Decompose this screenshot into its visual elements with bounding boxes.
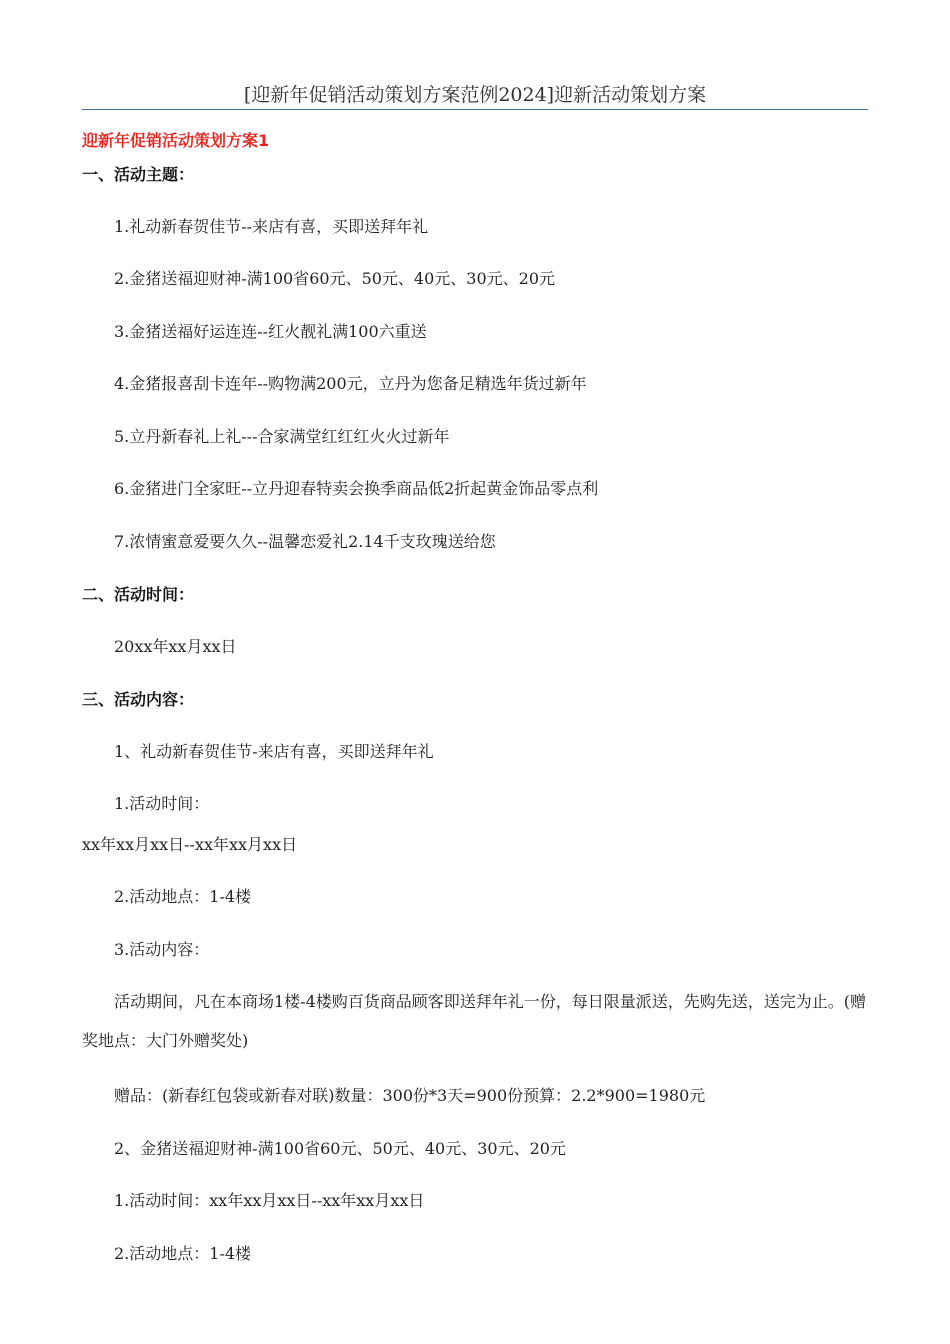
page-header-title: [迎新年促销活动策划方案范例2024]迎新活动策划方案 xyxy=(82,80,868,110)
section-heading-theme: 一、活动主题： xyxy=(82,165,195,184)
theme-item-1: 1.礼动新春贺佳节--来店有喜，买即送拜年礼 xyxy=(114,217,429,236)
theme-item-6: 6.金猪进门全家旺--立丹迎春特卖会换季商品低2折起黄金饰品零点利 xyxy=(114,479,599,498)
content-sub1-time-label: 1.活动时间： xyxy=(114,794,210,813)
content-sub1-paragraph: 活动期间，凡在本商场1楼-4楼购百货商品顾客即送拜年礼一份，每日限量派送，先购先送，送完为止。(赠奖地点：大门外赠奖处) xyxy=(82,992,867,1050)
content-sub1-time-value: xx年xx月xx日--xx年xx月xx日 xyxy=(82,835,298,854)
section-heading-content: 三、活动内容： xyxy=(82,690,195,709)
activity-date: 20xx年xx月xx日 xyxy=(114,637,237,656)
document-title: 迎新年促销活动策划方案1 xyxy=(82,131,270,150)
content-sub1-title: 1、礼动新春贺佳节-来店有喜，买即送拜年礼 xyxy=(114,742,434,761)
content-sub2-place: 2.活动地点：1-4楼 xyxy=(114,1244,252,1263)
content-sub1-content-label: 3.活动内容： xyxy=(114,940,210,959)
content-sub2-title: 2、金猪送福迎财神-满100省60元、50元、40元、30元、20元 xyxy=(114,1139,566,1158)
theme-item-5: 5.立丹新春礼上礼---合家满堂红红红火火过新年 xyxy=(114,427,450,446)
section-heading-time: 二、活动时间： xyxy=(82,585,195,604)
content-sub1-place: 2.活动地点：1-4楼 xyxy=(114,887,252,906)
content-sub2-time: 1.活动时间：xx年xx月xx日--xx年xx月xx日 xyxy=(114,1191,425,1210)
theme-item-4: 4.金猪报喜刮卡连年--购物满200元，立丹为您备足精选年货过新年 xyxy=(114,374,587,393)
theme-item-3: 3.金猪送福好运连连--红火靓礼满100六重送 xyxy=(114,322,427,341)
theme-item-7: 7.浓情蜜意爱要久久--温馨恋爱礼2.14千支玫瑰送给您 xyxy=(114,532,496,551)
content-sub1-gift: 赠品：(新春红包袋或新春对联)数量：300份*3天=900份预算：2.2*900=1980元 xyxy=(114,1086,706,1105)
theme-item-2: 2.金猪送福迎财神-满100省60元、50元、40元、30元、20元 xyxy=(114,269,556,288)
